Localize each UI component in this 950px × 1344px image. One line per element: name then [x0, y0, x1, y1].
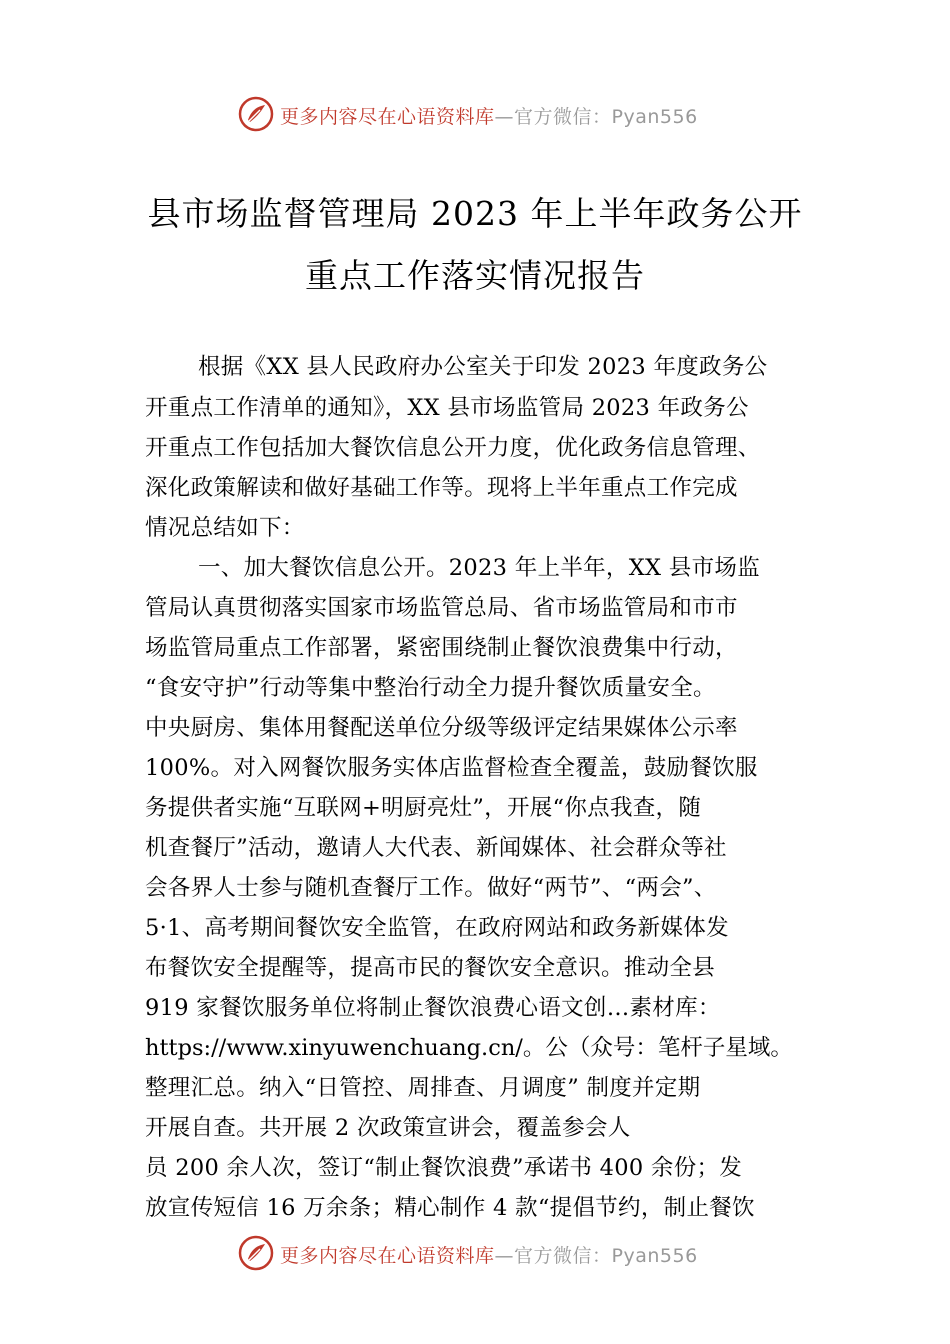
body-line: 5·1、高考期间餐饮安全监管，在政府网站和政务新媒体发: [145, 915, 729, 941]
body-line: 场监管局重点工作部署，紧密围绕制止餐饮浪费集中行动，: [145, 635, 738, 661]
body-line: 根据《XX 县人民政府办公室关于印发 2023 年度政务公: [198, 354, 768, 380]
body-line: 布餐饮安全提醒等，提高市民的餐饮安全意识。推动全县: [145, 955, 716, 981]
body-line: 情况总结如下：: [145, 515, 305, 541]
body-line: 一、加大餐饮信息公开。2023 年上半年，XX 县市场监: [198, 555, 761, 581]
banner-library-name: 更多内容尽在心语资料库: [280, 1245, 495, 1267]
body-line: “食安守护”行动等集中整治行动全力提升餐饮质量安全。: [145, 675, 716, 701]
body-line: 开重点工作包括加大餐饮信息公开力度，优化政务信息管理、: [145, 435, 761, 461]
body-line-url: https://www.xinyuwenchuang.cn/。公（众号：笔杆子星域。: [145, 1035, 793, 1061]
banner-library-name: 更多内容尽在心语资料库: [280, 106, 495, 128]
body-line: 深化政策解读和做好基础工作等。现将上半年重点工作完成: [145, 475, 738, 501]
body-line: 919 家餐饮服务单位将制止餐饮浪费心语文创…素材库：: [145, 995, 721, 1021]
body-line: 开重点工作清单的通知》，XX 县市场监管局 2023 年政务公: [145, 395, 749, 421]
body-line: 整理汇总。纳入“日管控、周排查、月调度” 制度并定期: [145, 1075, 701, 1101]
body-line: 中央厨房、集体用餐配送单位分级等级评定结果媒体公示率: [145, 715, 738, 741]
body-line: 放宣传短信 16 万余条；精心制作 4 款“提倡节约，制止餐饮: [145, 1195, 755, 1221]
body-line: 开展自查。共开展 2 次政策宣讲会，覆盖参会人: [145, 1115, 631, 1141]
library-logo-icon: [238, 96, 274, 132]
body-line: 务提供者实施“互联网+明厨亮灶”，开展“你点我查，随: [145, 795, 702, 821]
banner-wechat: —官方微信：Pyan556: [494, 1245, 698, 1267]
body-line: 管局认真贯彻落实国家市场监管总局、省市场监管局和市市: [145, 595, 738, 621]
document-title-line-2: 重点工作落实情况报告: [305, 256, 645, 295]
banner-text: [280, 102, 698, 129]
body-line: 员 200 余人次，签订“制止餐饮浪费”承诺书 400 余份；发: [145, 1155, 743, 1181]
banner-text: [280, 1241, 698, 1268]
body-line: 会各界人士参与随机查餐厅工作。做好“两节”、“两会”、: [145, 875, 717, 901]
footer-banner: [0, 1233, 950, 1273]
body-line: 机查餐厅”活动，邀请人大代表、新闻媒体、社会群众等社: [145, 835, 727, 861]
body-line: 100%。对入网餐饮服务实体店监督检查全覆盖，鼓励餐饮服: [145, 755, 758, 781]
header-banner: [0, 94, 950, 134]
banner-wechat: —官方微信：Pyan556: [494, 106, 698, 128]
library-logo-icon: [238, 1235, 274, 1271]
document-title-line-1: 县市场监督管理局 2023 年上半年政务公开: [147, 194, 803, 233]
